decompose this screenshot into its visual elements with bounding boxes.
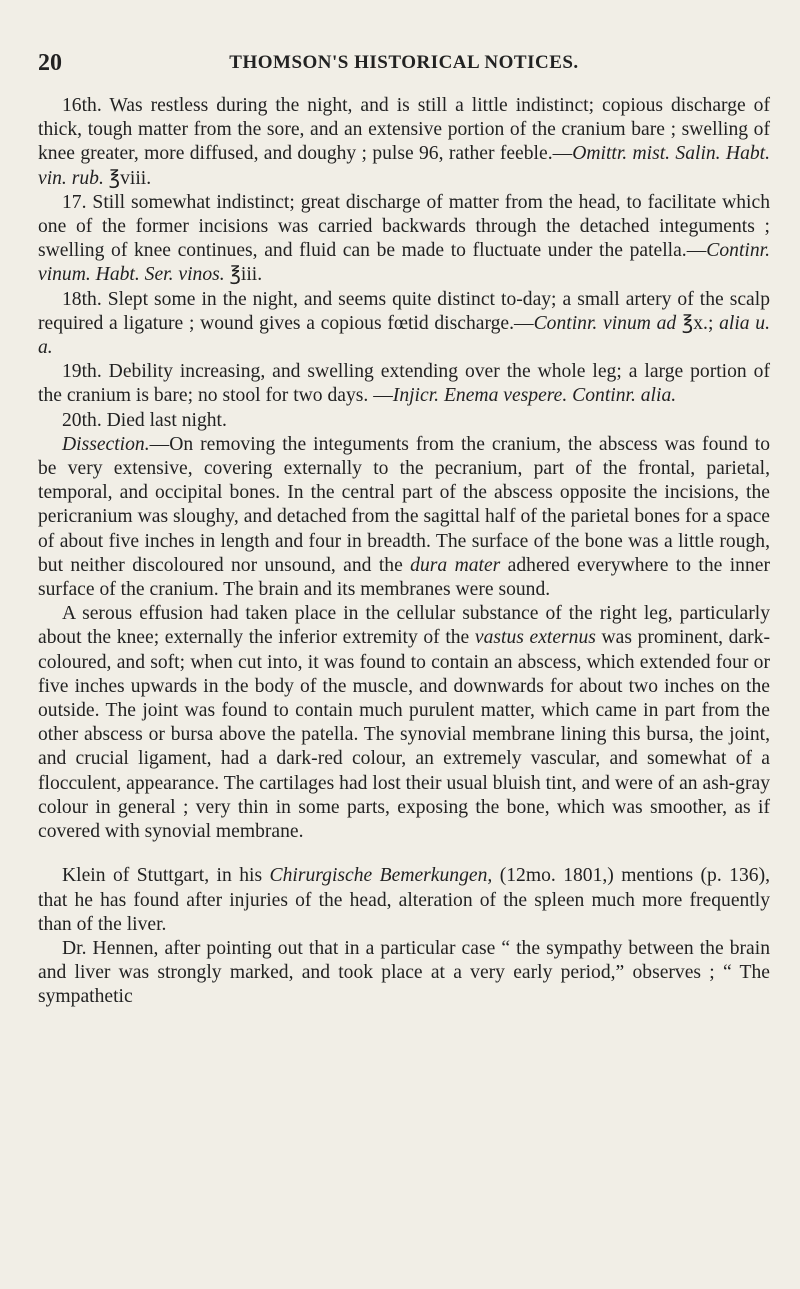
italic-text: Omittr. mist. Salin. Habt. vin. rub. <box>38 143 770 189</box>
italic-text: Dissection. <box>62 433 150 455</box>
text-run: ℥x.; <box>676 312 720 334</box>
paragraph-p18 <box>38 288 770 361</box>
text-run: ℥viii. <box>103 167 152 189</box>
paragraph-p16 <box>38 94 770 191</box>
text-run: 20th. Died last night. <box>62 409 227 431</box>
text-run: adhered everywhere to the inner surface of the cranium. The brain and its membranes were sound. <box>38 554 770 601</box>
running-title: THOMSON'S HISTORICAL NOTICES. <box>229 52 579 73</box>
body-text <box>38 94 770 1010</box>
text-run: ℥iii. <box>224 264 263 286</box>
text-run: A serous effusion had taken place in the cellular substance of the right leg, particularly about the knee; externally the inferior extremity of the <box>38 603 770 649</box>
paragraph-dissection <box>38 433 770 602</box>
text-run: 18th. Slept some in the night, and seems quite distinct to-day; a small artery of the scalp required a ligature ; wound gives a copious fœtid discharge.— <box>38 288 770 334</box>
italic-text: Injicr. Enema vespere. Continr. alia. <box>392 385 677 407</box>
italic-text: Continr. vinum ad <box>533 312 677 334</box>
italic-text: dura mater <box>410 554 501 576</box>
text-run: 16th. Was restless during the night, and is still a little indistinct; copious discharge of thick, tough matter from the sore, and an extensive portion of the cranium bare ; swelling of knee greater, more diffused, and doughy ; pulse 96, rather feeble.— <box>38 95 770 165</box>
paragraph-klein <box>38 864 770 937</box>
paragraph-serous <box>38 602 770 844</box>
italic-text: vastus externus <box>474 627 596 649</box>
italic-text: Continr. vinum. Habt. Ser. vinos. <box>38 240 770 286</box>
text-run: 17. Still somewhat indistinct; great discharge of matter from the head, to facilitate which one of the former incisions was carried backwards through the detached integuments ; swelling of knee continues, and fluid can be made to fluctuate under the patella.— <box>38 191 770 262</box>
italic-text: Chirurgische Bemerkungen, <box>269 865 493 887</box>
paragraph-p17 <box>38 191 770 288</box>
text-run: 19th. Debility increasing, and swelling extending over the whole leg; a large portion of the cranium is bare; no stool for two days. — <box>38 361 770 407</box>
text-run: (12mo. 1801,) mentions (p. 136), that he has found after injuries of the head, alteration of the spleen much more frequently than of the liver. <box>38 865 770 935</box>
page-number: 20 <box>38 50 62 76</box>
text-run: Klein of Stuttgart, in his <box>62 865 270 887</box>
text-run: was prominent, dark-coloured, and soft; when cut into, it was found to contain an abscess, which extended four or five inches upwards in the body of the muscle, and downwards for about two inches on the outside. The joint was found to contain much purulent matter, which came in part from the other abscess or bursa above the patella. The synovial membrane lining this bursa, the joint, and crucial ligament, had a dark-red colour, an extremely vascular, and somewhat of a flocculent, appearance. The cartilages had lost their usual bluish tint, and were of an ash-gray colour in general ; very thin in some parts, exposing the bone, which was smoother, as if covered with synovial membrane. <box>38 627 771 843</box>
paragraph-p19 <box>38 360 770 408</box>
page-header <box>38 50 770 80</box>
italic-text: alia u. a. <box>38 312 770 359</box>
paragraph-p20 <box>38 409 770 433</box>
text-run: —On removing the integuments from the cranium, the abscess was found to be very extensive, covering externally to the pecranium, part of the frontal, parietal, temporal, and occipital bones. In the central part of the abscess opposite the incisions, the pericranium was sloughy, and detached from the sagittal half of the parietal bones for a space of about five inches in length and four in breadth. The surface of the bone was a little rough, but neither discoloured nor unsound, and the <box>38 433 770 576</box>
paragraph-hennen <box>38 937 770 1010</box>
text-run: Dr. Hennen, after pointing out that in a particular case “ the sympathy between the brain and liver was strongly marked, and took place at a very early period,” observes ; “ The sympathetic <box>38 937 770 1008</box>
